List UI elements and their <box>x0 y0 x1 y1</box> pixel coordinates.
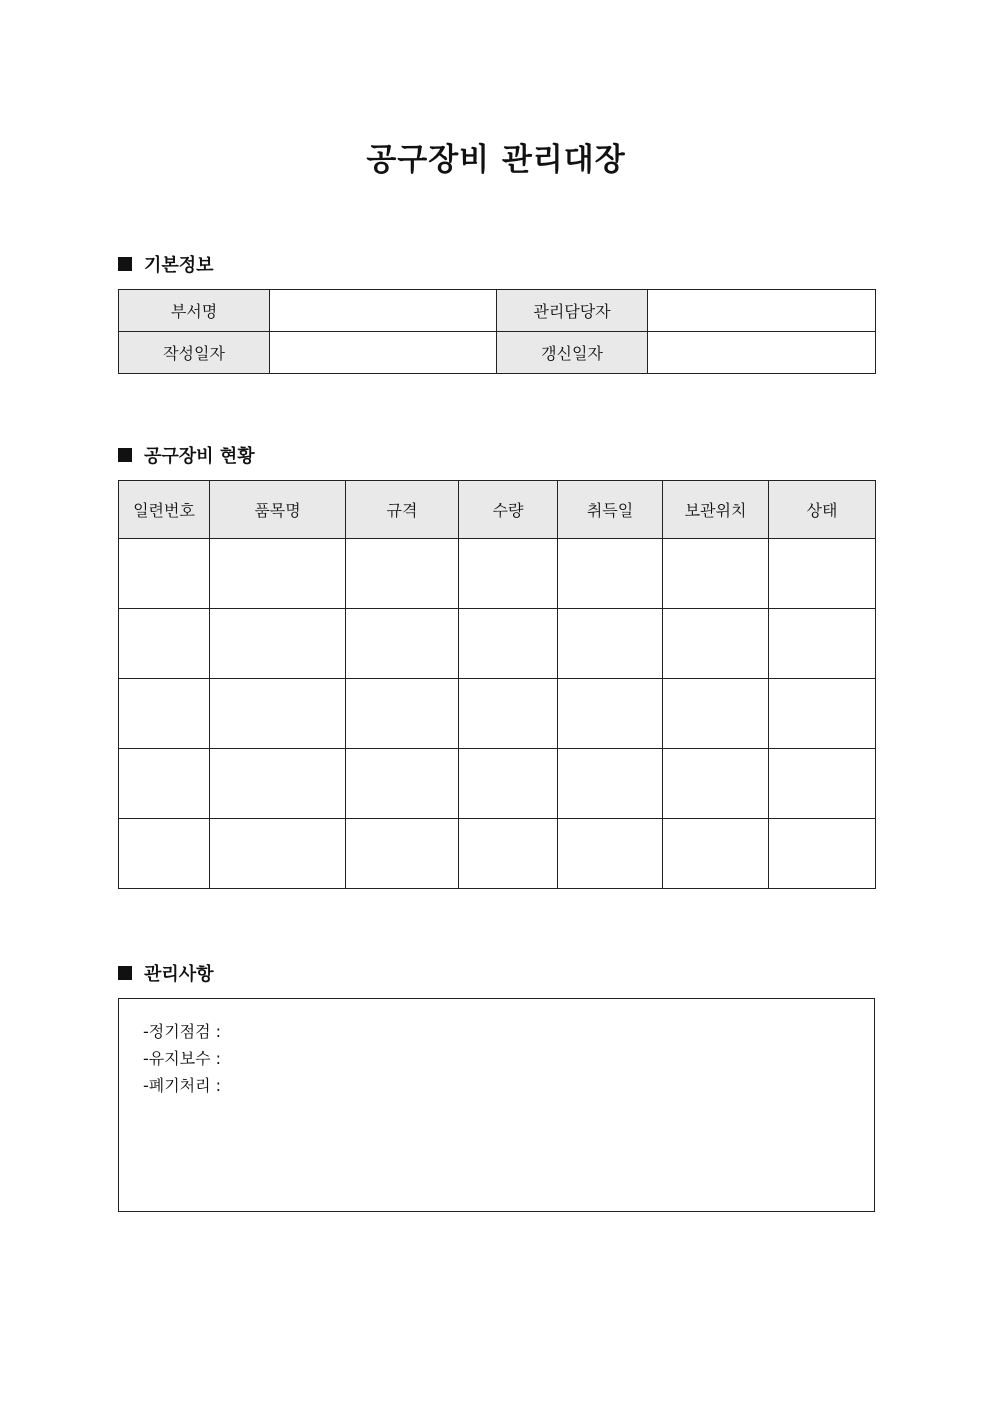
notes-line-disposal: -폐기처리 : <box>143 1076 222 1095</box>
table-cell[interactable] <box>346 749 459 819</box>
table-cell[interactable] <box>210 539 346 609</box>
manager-label: 관리담당자 <box>497 290 648 332</box>
column-header-storage-location: 보관위치 <box>663 481 769 539</box>
table-cell[interactable] <box>558 539 663 609</box>
basic-info-row <box>119 332 876 374</box>
table-cell[interactable] <box>769 819 876 889</box>
section-heading-basic-info <box>118 252 214 276</box>
notes-line-maintenance: -유지보수 : <box>143 1049 222 1068</box>
column-header-serial-number: 일련번호 <box>119 481 210 539</box>
table-cell[interactable] <box>119 819 210 889</box>
square-bullet-icon <box>118 966 132 980</box>
square-bullet-icon <box>118 448 132 462</box>
section-heading-equipment-status <box>118 443 255 467</box>
table-cell[interactable] <box>459 679 558 749</box>
table-cell[interactable] <box>119 679 210 749</box>
table-cell[interactable] <box>210 609 346 679</box>
basic-info-row <box>119 290 876 332</box>
table-row <box>119 609 876 679</box>
column-header-quantity: 수량 <box>459 481 558 539</box>
created-date-field[interactable] <box>270 332 497 374</box>
column-header-specification: 규격 <box>346 481 459 539</box>
management-notes-box[interactable] <box>118 998 875 1212</box>
table-row <box>119 819 876 889</box>
table-cell[interactable] <box>459 749 558 819</box>
table-cell[interactable] <box>769 749 876 819</box>
table-cell[interactable] <box>210 679 346 749</box>
table-header-row <box>119 481 876 539</box>
table-cell[interactable] <box>346 679 459 749</box>
table-cell[interactable] <box>769 539 876 609</box>
table-cell[interactable] <box>119 539 210 609</box>
manager-field[interactable] <box>648 290 876 332</box>
department-field[interactable] <box>270 290 497 332</box>
table-cell[interactable] <box>663 609 769 679</box>
table-cell[interactable] <box>663 819 769 889</box>
column-header-acquisition-date: 취득일 <box>558 481 663 539</box>
basic-info-table <box>118 289 876 374</box>
table-cell[interactable] <box>663 679 769 749</box>
table-cell[interactable] <box>663 539 769 609</box>
table-row <box>119 749 876 819</box>
table-cell[interactable] <box>210 749 346 819</box>
table-cell[interactable] <box>558 819 663 889</box>
equipment-status-table <box>118 480 876 889</box>
table-cell[interactable] <box>459 819 558 889</box>
column-header-item-name: 품목명 <box>210 481 346 539</box>
column-header-condition: 상태 <box>769 481 876 539</box>
table-cell[interactable] <box>558 749 663 819</box>
updated-date-field[interactable] <box>648 332 876 374</box>
table-cell[interactable] <box>558 609 663 679</box>
section-heading-label: 기본정보 <box>144 255 214 276</box>
section-heading-label: 관리사항 <box>144 964 214 985</box>
table-row <box>119 679 876 749</box>
section-heading-label: 공구장비 현황 <box>144 446 255 467</box>
table-cell[interactable] <box>459 609 558 679</box>
notes-line-regular-inspection: -정기점검 : <box>143 1022 222 1041</box>
table-cell[interactable] <box>119 609 210 679</box>
table-cell[interactable] <box>346 609 459 679</box>
department-label: 부서명 <box>119 290 270 332</box>
table-cell[interactable] <box>663 749 769 819</box>
page-title: 공구장비 관리대장 <box>366 142 626 178</box>
table-cell[interactable] <box>558 679 663 749</box>
table-cell[interactable] <box>769 609 876 679</box>
updated-date-label: 갱신일자 <box>497 332 648 374</box>
created-date-label: 작성일자 <box>119 332 270 374</box>
section-heading-management-notes <box>118 961 214 985</box>
table-cell[interactable] <box>210 819 346 889</box>
table-cell[interactable] <box>459 539 558 609</box>
table-cell[interactable] <box>119 749 210 819</box>
table-cell[interactable] <box>769 679 876 749</box>
square-bullet-icon <box>118 257 132 271</box>
table-cell[interactable] <box>346 539 459 609</box>
table-row <box>119 539 876 609</box>
table-cell[interactable] <box>346 819 459 889</box>
